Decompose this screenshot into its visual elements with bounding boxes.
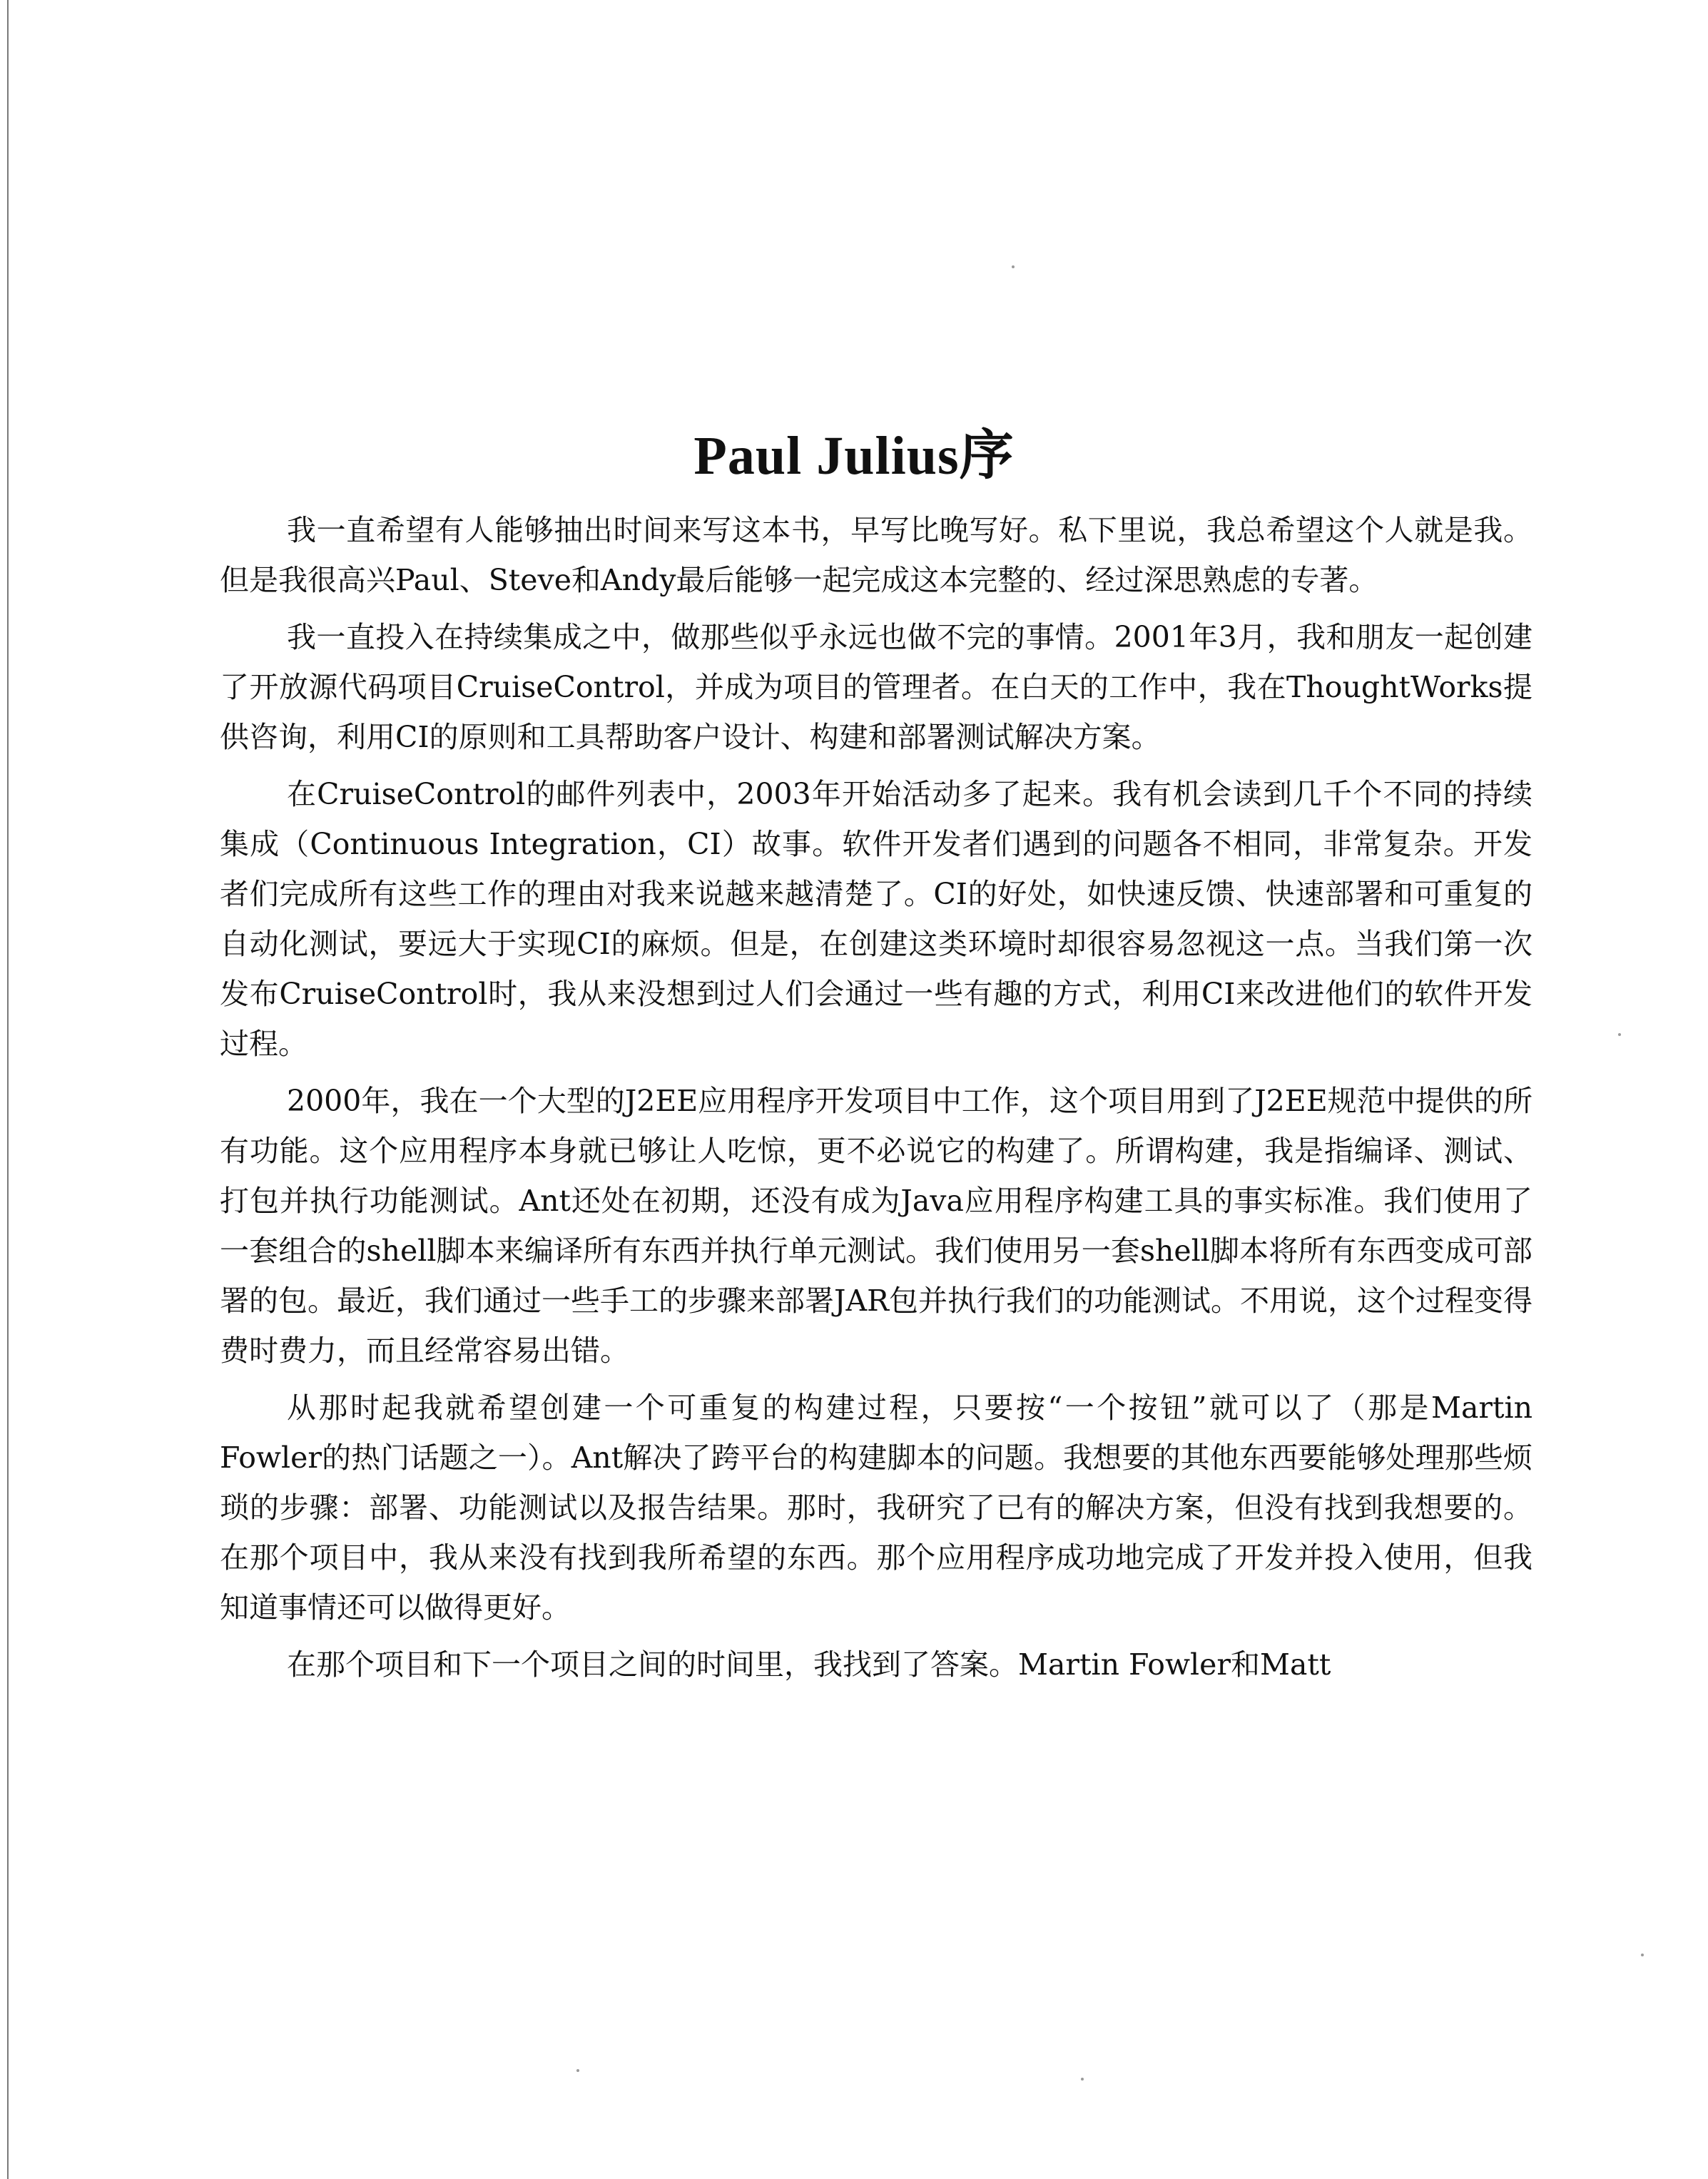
body-text [220,505,1532,1697]
scan-speck [576,2069,579,2072]
paragraph: 我一直希望有人能够抽出时间来写这本书，早写比晚写好。私下里说，我总希望这个人就是我。但是我很高兴Paul、Steve和Andy最后能够一起完成这本完整的、经过深思熟虑的专著。 [220,513,1532,597]
scan-speck [1641,1954,1644,1956]
paragraph: 在CruiseControl的邮件列表中，2003年开始活动多了起来。我有机会读到几千个不同的持续集成（Continuous Integration，CI）故事。软件开发者们遇到的问题各不相同，非常复杂。开发者们完成所有这些工作的理由对我来说越来越清楚了。CI的好处，如快速反馈、快速部署和可重复的自动化测试，要远大于实现CI的麻烦。但是，在创建这类环境时却很容易忽视这一点。当我们第一次发布CruiseControl时，我从来没想到过人们会通过一些有趣的方式，利用CI来改进他们的软件开发过程。 [220,777,1532,1061]
paragraph: 在那个项目和下一个项目之间的时间里，我找到了答案。Martin Fowler和Matt [287,1647,1331,1682]
paragraph: 2000年，我在一个大型的J2EE应用程序开发项目中工作，这个项目用到了J2EE规范中提供的所有功能。这个应用程序本身就已够让人吃惊，更不必说它的构建了。所谓构建，我是指编译、测试、打包并执行功能测试。Ant还处在初期，还没有成为Java应用程序构建工具的事实标准。我们使用了一套组合的shell脚本来编译所有东西并执行单元测试。我们使用另一套shell脚本将所有东西变成可部署的包。最近，我们通过一些手工的步骤来部署JAR包并执行我们的功能测试。不用说，这个过程变得费时费力，而且经常容易出错。 [220,1084,1532,1368]
page-scan-edge [7,0,9,2179]
scan-speck [1618,1033,1621,1036]
scan-speck [1012,265,1015,268]
paragraph: 从那时起我就希望创建一个可重复的构建过程，只要按“一个按钮”就可以了（那是Martin Fowler的热门话题之一）。Ant解决了跨平台的构建脚本的问题。我想要的其他东西要能够处理那些烦琐的步骤：部署、功能测试以及报告结果。那时，我研究了已有的解决方案，但没有找到我想要的。在那个项目中，我从来没有找到我所希望的东西。那个应用程序成功地完成了开发并投入使用，但我知道事情还可以做得更好。 [220,1391,1532,1625]
page-title: Paul Julius序 [693,425,1015,486]
scan-speck [1081,2078,1084,2081]
paragraph: 我一直投入在持续集成之中，做那些似乎永远也做不完的事情。2001年3月，我和朋友一起创建了开放源代码项目CruiseControl，并成为项目的管理者。在白天的工作中，我在ThoughtWorks提供咨询，利用CI的原则和工具帮助客户设计、构建和部署测试解决方案。 [220,620,1532,754]
